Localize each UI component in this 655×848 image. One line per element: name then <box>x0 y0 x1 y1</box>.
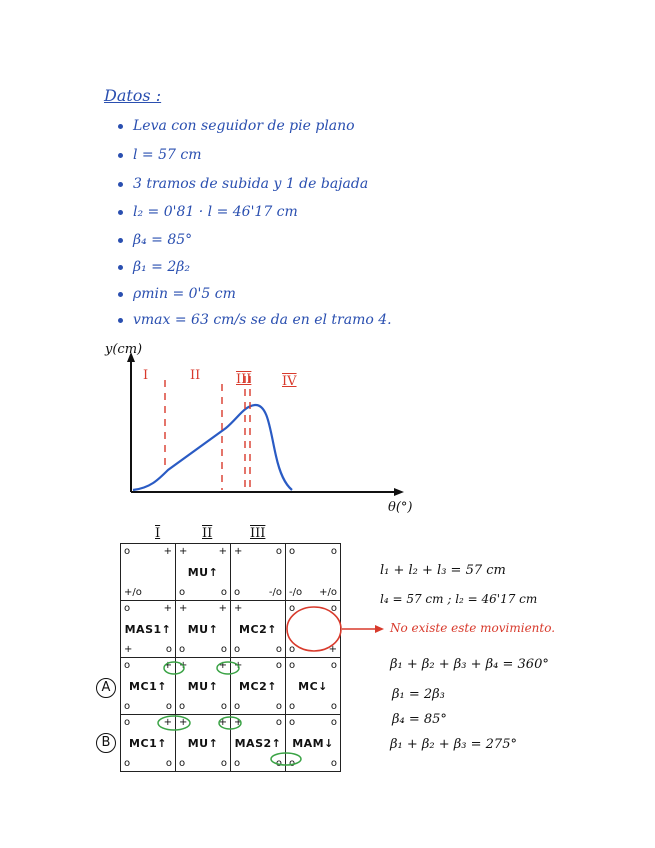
cell-corner: + <box>163 660 172 671</box>
cell-corner: o <box>330 701 337 712</box>
cell-corner: o <box>165 644 172 655</box>
y-axis-label: y(cm) <box>105 342 143 357</box>
cell-corner: o <box>124 717 131 728</box>
cell-corner: o <box>220 701 227 712</box>
cell-label: MC2↑ <box>239 622 277 636</box>
cell-corner: o <box>289 717 296 728</box>
cell-corner: + <box>328 644 337 655</box>
cell-corner: o <box>275 701 282 712</box>
bullet-text: β₄ = 85° <box>133 232 193 248</box>
beta123-equation: β₁ + β₂ + β₃ = 275° <box>390 737 517 752</box>
bullet-text: ρmin = 0'5 cm <box>133 286 236 302</box>
segment-label: IV <box>282 374 297 389</box>
cell-corner: -/o <box>268 587 282 598</box>
cell-corner: + <box>179 546 188 557</box>
cell-label: MC↓ <box>298 679 328 693</box>
cell-corner: o <box>289 603 296 614</box>
segment-label: III <box>236 372 252 387</box>
cell-label: MAS2↑ <box>234 736 282 750</box>
cell-label: MU↑ <box>187 679 219 693</box>
length-values: l₄ = 57 cm ; l₂ = 46'17 cm <box>380 592 538 606</box>
cell-corner: o <box>275 644 282 655</box>
cell-corner: o <box>330 717 337 728</box>
bullet-text: 3 tramos de subida y 1 de bajada <box>133 176 369 192</box>
bullet-text: vmax = 63 cm/s se da en el tramo 4. <box>133 312 392 328</box>
red-arrow-head <box>375 625 384 633</box>
cell-corner: o <box>275 660 282 671</box>
cell-corner: o <box>234 701 241 712</box>
bullet-text: l₂ = 0'81 · l = 46'17 cm <box>133 204 298 220</box>
cell-label: MAS1↑ <box>124 622 172 636</box>
row-marker-a: A <box>96 678 116 698</box>
cell-corner: + <box>234 717 243 728</box>
cell-label: MU↑ <box>187 622 219 636</box>
cell-corner: o <box>124 701 131 712</box>
cell-corner: o <box>275 758 282 769</box>
cell-corner: + <box>163 546 172 557</box>
cell-corner: + <box>234 546 243 557</box>
col-header: II <box>202 526 213 541</box>
cell-corner: + <box>163 717 172 728</box>
cell-label: MU↑ <box>187 736 219 750</box>
cell-corner: + <box>234 660 243 671</box>
red-annotation: No existe este movimiento. <box>390 621 556 635</box>
cell-corner: + <box>179 717 188 728</box>
cell-corner: o <box>275 717 282 728</box>
beta4-equation: β₄ = 85° <box>392 712 447 727</box>
bullet-text: Leva con seguidor de pie plano <box>133 118 355 134</box>
cell-corner: o <box>330 546 337 557</box>
cell-corner: + <box>218 546 227 557</box>
cell-corner: o <box>330 660 337 671</box>
cell-corner: o <box>330 758 337 769</box>
cell-corner: o <box>220 587 227 598</box>
green-oval-mark <box>219 717 241 729</box>
cell-corner: + <box>234 603 243 614</box>
cell-label: MC1↑ <box>129 679 167 693</box>
row-marker-b: B <box>96 733 116 753</box>
cell-corner: o <box>124 758 131 769</box>
cell-corner: o <box>289 546 296 557</box>
cell-corner: -/o <box>289 587 303 598</box>
green-oval-mark <box>271 753 301 765</box>
cell-corner: +/o <box>124 587 142 598</box>
beta1-equation: β₁ = 2β₃ <box>392 687 445 702</box>
cell-corner: o <box>275 546 282 557</box>
green-oval-mark <box>158 716 190 730</box>
cell-label: MAM↓ <box>292 736 334 750</box>
x-axis-label: θ(°) <box>388 500 413 515</box>
cell-corner: + <box>218 717 227 728</box>
cell-corner: o <box>220 644 227 655</box>
cell-label: MC1↑ <box>129 736 167 750</box>
green-oval-mark <box>164 662 184 674</box>
cell-corner: + <box>218 660 227 671</box>
cell-corner: o <box>179 701 186 712</box>
cell-corner: + <box>179 603 188 614</box>
cell-corner: +/o <box>319 587 337 598</box>
cell-corner: o <box>179 758 186 769</box>
green-oval-mark <box>217 662 239 674</box>
cell-corner: o <box>289 644 296 655</box>
cell-corner: o <box>289 701 296 712</box>
cell-corner: + <box>218 603 227 614</box>
segment-label: II <box>190 368 201 383</box>
cell-corner: o <box>234 644 241 655</box>
data-heading: Datos : <box>104 86 162 105</box>
cell-corner: o <box>289 660 296 671</box>
cell-corner: o <box>124 546 131 557</box>
cell-corner: o <box>234 758 241 769</box>
cell-corner: + <box>124 644 133 655</box>
cell-corner: o <box>165 758 172 769</box>
cell-corner: + <box>179 660 188 671</box>
bullet-text: β₁ = 2β₂ <box>133 259 190 275</box>
length-sum-equation: l₁ + l₂ + l₃ = 57 cm <box>380 563 506 578</box>
cell-label: MU↑ <box>187 565 219 579</box>
cell-label: MC2↑ <box>239 679 277 693</box>
col-header: III <box>250 526 266 541</box>
cell-corner: o <box>220 758 227 769</box>
cell-corner: o <box>124 603 131 614</box>
cell-corner: o <box>289 758 296 769</box>
angle-sum-equation: β₁ + β₂ + β₃ + β₄ = 360° <box>390 657 549 672</box>
cell-corner: o <box>179 587 186 598</box>
cell-corner: o <box>165 701 172 712</box>
cell-corner: o <box>124 660 131 671</box>
col-header: I <box>155 526 161 541</box>
red-circle-mark <box>287 607 341 651</box>
bullet-text: l = 57 cm <box>133 147 202 163</box>
cell-corner: o <box>179 644 186 655</box>
segment-label: I <box>143 368 149 383</box>
cell-corner: o <box>234 587 241 598</box>
cell-corner: + <box>163 603 172 614</box>
cell-corner: o <box>330 603 337 614</box>
